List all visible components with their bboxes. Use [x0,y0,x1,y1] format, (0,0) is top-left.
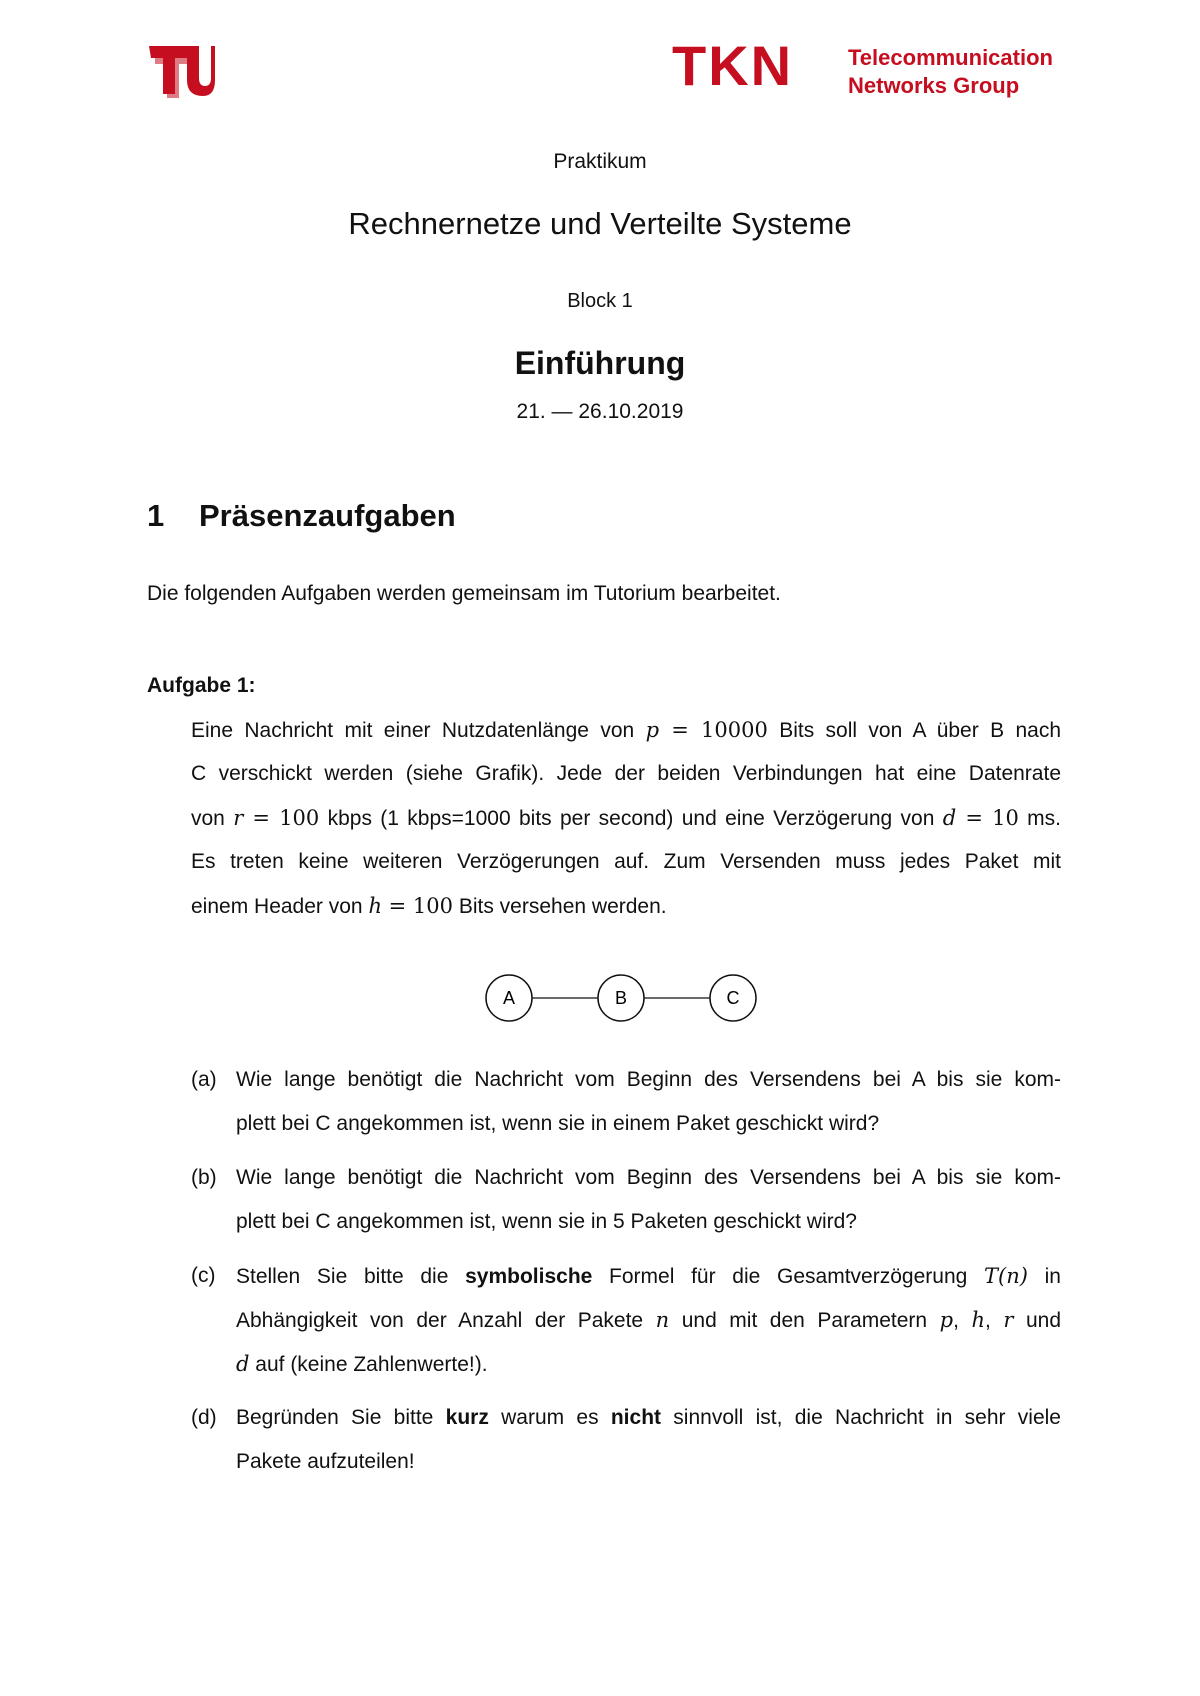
subtask-b [191,1156,1061,1244]
task-description [191,708,1061,928]
date-range: 21. — 26.10.2019 [516,400,684,423]
subtask-label: (b) [191,1166,217,1189]
subtask-line: d auf (keine Zahlenwerte!). [236,1352,488,1376]
subtask-line: Begründen Sie bitte kurz warum es nicht sinnvoll ist, die Nachricht in sehr viele [236,1406,1061,1429]
task-line: Es treten keine weiteren Verzögerungen auf. Zum Versenden muss jedes Paket mit [191,850,1061,873]
subtask-a [191,1058,1061,1146]
subtask-d [191,1396,1061,1484]
subtask-line: plett bei C angekommen ist, wenn sie in einem Paket geschickt wird? [236,1112,880,1135]
subtask-line: Abhängigkeit von der Anzahl der Pakete n und mit den Parametern p, h, r und [236,1308,1061,1332]
tkn-logo: TKN [672,34,794,97]
section-intro: Die folgenden Aufgaben werden gemeinsam im Tutorium bearbeitet. [147,582,781,605]
network-diagram [480,970,770,1026]
section-number: 1 [147,498,165,533]
node-a-label: A [502,988,516,1008]
subtask-line: Wie lange benötigt die Nachricht vom Beginn des Versendens bei A bis sie kom- [236,1068,1061,1091]
subtask-list [191,1058,1061,1494]
praktikum-label: Praktikum [553,150,647,173]
task-line: einem Header von h = 100 Bits versehen werden. [191,894,667,918]
subtask-line: Stellen Sie bitte die symbolische Formel für die Gesamtverzögerung T(n) in [236,1264,1061,1288]
course-title: Rechnernetze und Verteilte Systeme [348,206,852,241]
subtask-line: Wie lange benötigt die Nachricht vom Beginn des Versendens bei A bis sie kom- [236,1166,1061,1189]
subtask-line: Pakete aufzuteilen! [236,1450,415,1473]
group-name-line2: Networks Group [848,73,1020,98]
section-title: Präsenzaufgaben [199,498,456,533]
subtask-label: (d) [191,1406,217,1429]
task-line: C verschickt werden (siehe Grafik). Jede der beiden Verbindungen hat eine Datenrate [191,762,1061,785]
tu-logo [147,42,215,98]
subtask-c [191,1254,1061,1386]
node-b-label: B [614,988,628,1008]
block-label: Block 1 [567,290,633,312]
subtask-label: (a) [191,1068,217,1091]
group-name [848,44,1053,100]
task-title: Aufgabe 1: [147,674,256,697]
subtask-line: plett bei C angekommen ist, wenn sie in 5 Paketen geschickt wird? [236,1210,857,1233]
subtask-label: (c) [191,1264,216,1287]
task-line: von r = 100 kbps (1 kbps=1000 bits per second) und eine Verzögerung von d = 10 ms. [191,806,1062,830]
node-c-label: C [726,988,740,1008]
section-heading [147,498,456,534]
group-name-line1: Telecommunication [848,45,1053,70]
task-line: Eine Nachricht mit einer Nutzdatenlänge von p = 10000 Bits soll von A über B nach [191,718,1061,742]
topic-title: Einführung [514,345,686,381]
